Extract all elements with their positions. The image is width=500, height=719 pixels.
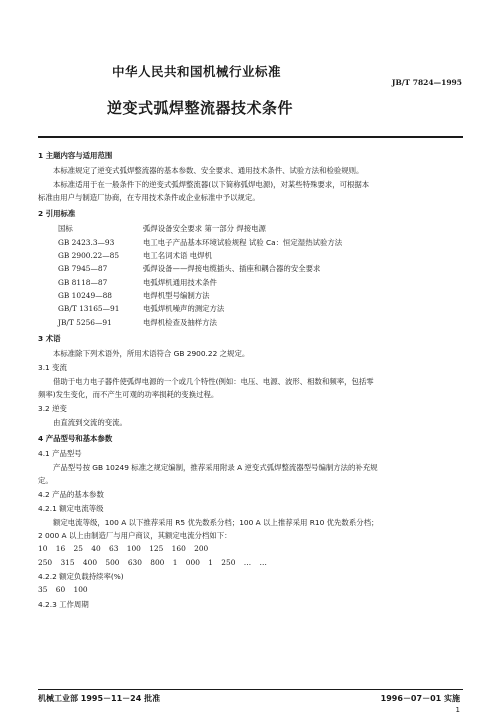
reference-code: GB 2900.22—85 [58,251,120,261]
section-4-2-2-heading: 4.2.2 额定负载持续率(%) [38,571,124,581]
page-number: 1 [455,706,460,714]
reference-name: 电工电子产品基本环境试验规程 试验 Ca：恒定湿热试验方法 [143,237,343,247]
section-1-paragraph-1: 本标准规定了逆变式弧焊整流器的基本参数、安全要求、通用技术条件、试验方法和检验规则。 [53,166,364,176]
reference-code: 国标 [58,224,73,234]
document-body [38,146,463,611]
section-4-2-1-paragraph-a: 额定电流等级，100 A 以下推荐采用 R5 优先数系分档；100 A 以上推荐采用 R10 优先数系分档； [53,517,379,527]
reference-name: 电工名词术语 电焊机 [143,251,212,261]
reference-code: JB/T 5256—91 [58,317,112,327]
section-4-2-1-heading: 4.2.1 额定电流等级 [38,504,104,514]
section-4-heading: 4 产品型号和基本参数 [38,433,113,443]
section-1-paragraph-2b: 标准由用户与制造厂协商，在专用技术条件或企业标准中予以规定。 [38,192,260,202]
reference-item [58,316,463,329]
reference-item [58,276,463,289]
reference-item [58,289,463,302]
section-1-heading: 1 主题内容与适用范围 [38,151,113,160]
reference-item [58,302,463,315]
document-title: 逆变式弧焊整流器技术条件 [107,99,294,117]
section-4-2-heading: 4.2 产品的基本参数 [38,490,104,500]
section-3-1-paragraph-b: 频率)发生变化，而不产生可观的功率损耗的变换过程。 [38,390,219,400]
standard-number: JB/T 7824—1995 [391,78,462,87]
approval-date: 机械工业部 1995－11－24 批准 [38,694,161,703]
reference-item [58,222,463,235]
reference-name: 电焊机检查及抽样方法 [143,317,217,327]
issuing-organization: 中华人民共和国机械行业标准 [112,64,282,79]
section-3-2-paragraph: 由直流到交流的变流。 [53,417,127,427]
reference-name: 弧焊设备安全要求 第一部分 焊接电源 [143,224,266,234]
section-4-1-heading: 4.1 产品型号 [38,449,82,459]
section-3-1-paragraph-a: 借助于电力电子器件使弧焊电源的一个或几个特性(例如：电压、电源、波形、相数和频率，包括零 [53,376,374,386]
reference-item [58,236,463,249]
reference-name: 电弧焊机噪声的测定方法 [143,304,225,314]
section-4-2-3-heading: 4.2.3 工作周期 [38,599,89,609]
section-1-paragraph-2a: 本标准适用于在一般条件下的逆变式弧焊整流器(以下简称弧焊电源)，对某些特殊要求，可根据本 [53,179,370,189]
footer-divider [38,689,463,690]
implementation-date: 1996－07－01 实施 [380,694,460,703]
reference-item [58,262,463,275]
section-3-heading: 3 术语 [38,333,61,343]
section-3-1-heading: 3.1 变流 [38,363,67,373]
reference-list [38,222,463,328]
reference-code: GB 2423.3—93 [58,237,115,247]
section-4-1-paragraph-a: 产品型号按 GB 10249 标准之规定编制，推荐采用附录 A 逆变式弧焊整流器型号编制方法的补充规 [53,462,378,472]
reference-code: GB/T 13165—91 [58,304,120,314]
section-3-2-heading: 3.2 逆变 [38,404,67,414]
section-3-paragraph: 本标准除下列术语外，所用术语符合 GB 2900.22 之规定。 [53,349,250,359]
reference-code: GB 8118—87 [58,277,108,287]
reference-name: 弧焊设备——焊接电缆插头、插座和耦合器的安全要求 [143,264,321,274]
current-values-row-2: 250 315 400 500 630 800 1 000 1 250 … … [38,557,267,567]
reference-name: 电焊机型号编制方法 [143,290,210,300]
section-4-1-paragraph-b: 定。 [38,475,53,485]
header-divider [38,136,463,138]
reference-code: GB 10249—88 [58,290,112,300]
section-2-heading: 2 引用标准 [38,209,76,219]
current-values-row-1: 10 16 25 40 63 100 125 160 200 [38,544,209,554]
reference-code: GB 7945—87 [58,264,108,274]
reference-name: 电弧焊机通用技术条件 [143,277,217,287]
duty-cycle-values: 35 60 100 [38,585,88,595]
reference-item [58,249,463,262]
section-4-2-1-paragraph-b: 2 000 A 以上由制造厂与用户商议，其额定电流分档如下： [38,531,232,541]
